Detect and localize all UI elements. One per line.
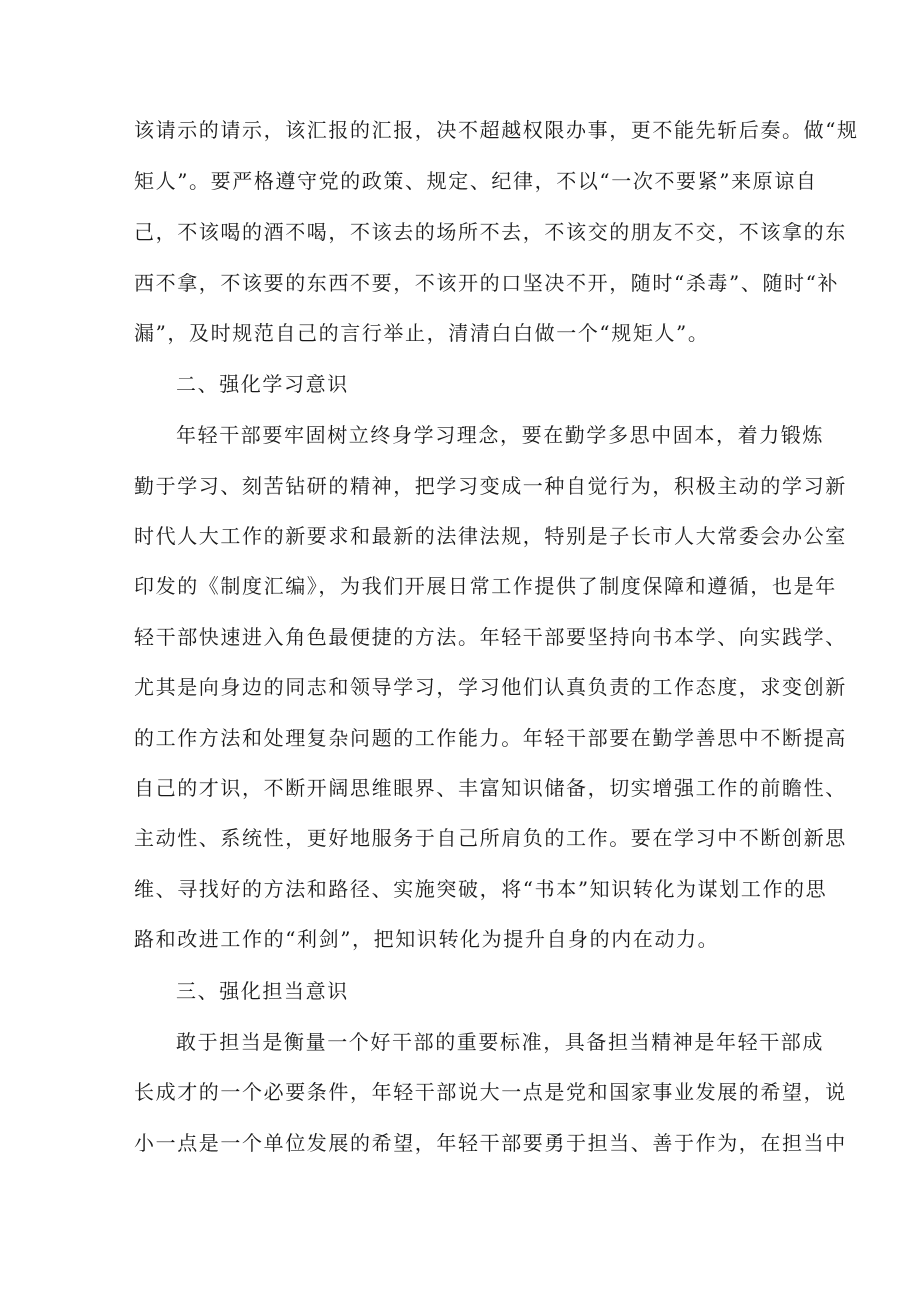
paragraph-line: 尤其是向身边的同志和领导学习，学习他们认真负责的工作态度，求变创新 [134,675,847,699]
paragraph-line: 己，不该喝的酒不喝，不该去的场所不去，不该交的朋友不交，不该拿的东 [134,220,847,244]
paragraph-line: 轻干部快速进入角色最便捷的方法。年轻干部要坚持向书本学、向实践学、 [134,625,847,649]
paragraph-line: 维、寻找好的方法和路径、实施突破，将“书本”知识转化为谋划工作的思 [134,877,828,901]
paragraph-line: 矩人”。要严格遵守党的政策、规定、纪律，不以“一次不要紧”来原谅自 [134,169,818,193]
paragraph-line: 时代人大工作的新要求和最新的法律法规，特别是子长市人大常委会办公室 [134,524,847,548]
paragraph-line: 漏”，及时规范自己的言行举止，清清白白做一个“规矩人”。 [134,321,710,345]
paragraph-line: 西不拿，不该要的东西不要，不该开的口坚决不开，随时“杀毒”、随时“补 [134,271,840,295]
paragraph-line: 路和改进工作的“利剑”，把知识转化为提升自身的内在动力。 [134,927,720,951]
paragraph-line: 主动性、系统性，更好地服务于自己所肩负的工作。要在学习中不断创新思 [134,826,847,850]
paragraph-line: 自己的才识，不断开阔思维眼界、丰富知识储备，切实增强工作的前瞻性、 [134,776,847,800]
paragraph-line: 长成才的一个必要条件，年轻干部说大一点是党和国家事业发展的希望，说 [134,1080,847,1104]
section-heading: 三、强化担当意识 [176,979,349,1003]
paragraph-line: 勤于学习、刻苦钻研的精神，把学习变成一种自觉行为，积极主动的学习新 [134,474,847,498]
paragraph-line: 小一点是一个单位发展的希望，年轻干部要勇于担当、善于作为，在担当中 [134,1131,847,1155]
paragraph-line: 敢于担当是衡量一个好干部的重要标准，具备担当精神是年轻干部成 [176,1030,824,1054]
paragraph-line: 年轻干部要牢固树立终身学习理念，要在勤学多思中固本，着力锻炼 [176,423,824,447]
section-heading: 二、强化学习意识 [176,372,349,396]
paragraph-line: 印发的《制度汇编》，为我们开展日常工作提供了制度保障和遵循，也是年 [134,574,837,598]
paragraph-line: 的工作方法和处理复杂问题的工作能力。年轻干部要在勤学善思中不断提高 [134,726,847,750]
paragraph-line: 该请示的请示，该汇报的汇报，决不超越权限办事，更不能先斩后奏。做“规 [134,118,859,142]
